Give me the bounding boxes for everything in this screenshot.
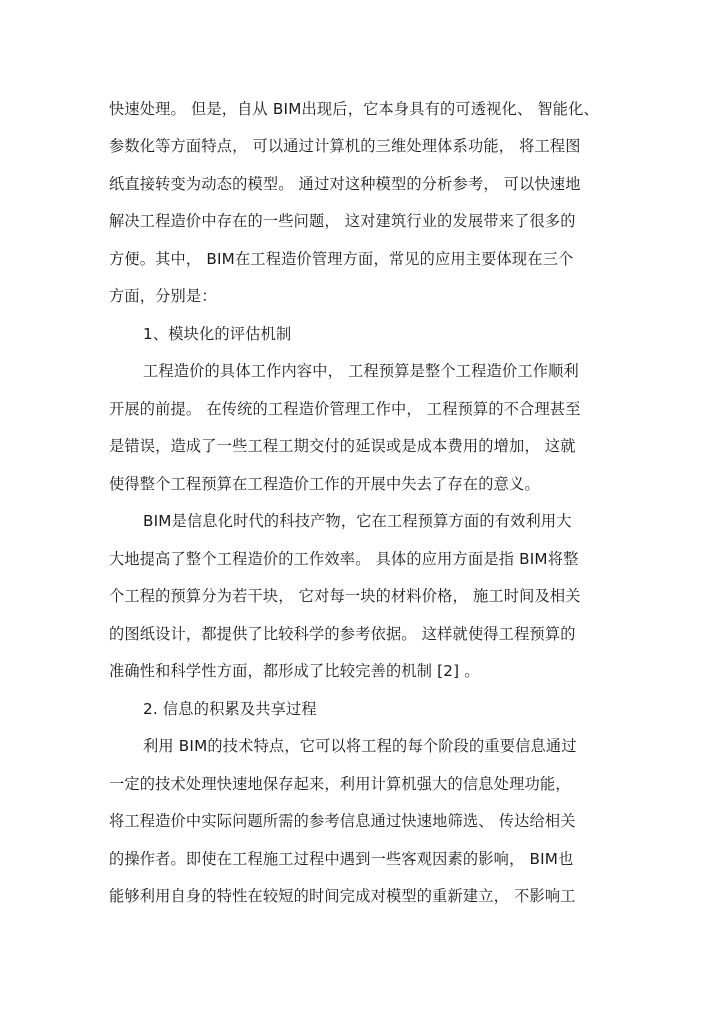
text-line: 一定的技术处理快速地保存起来，利用计算机强大的信息处理功能， bbox=[109, 775, 571, 793]
text-line: 将工程造价中实际问题所需的参考信息通过快速地筛选、 传达给相关 bbox=[109, 812, 576, 830]
text-line: 使得整个工程预算在工程造价工作的开展中失去了存在的意义。 bbox=[109, 475, 540, 493]
text-line: 解决工程造价中存在的一些问题， 这对建筑行业的发展带来了很多的 bbox=[109, 212, 576, 230]
text-line: 的操作者。即使在工程施工过程中遇到一些客观因素的影响， BIM也 bbox=[109, 850, 574, 868]
text-line: 大地提高了整个工程造价的工作效率。 具体的应用方面是指 BIM将整 bbox=[109, 550, 579, 568]
text-line: 方便。其中， BIM在工程造价管理方面，常见的应用主要体现在三个 bbox=[109, 250, 574, 268]
text-line: 纸直接转变为动态的模型。 通过对这种模型的分析参考， 可以快速地 bbox=[109, 175, 581, 193]
section-heading: 2. 信息的积累及共享过程 bbox=[143, 700, 317, 718]
text-line: 准确性和科学性方面，都形成了比较完善的机制 [2] 。 bbox=[109, 662, 480, 680]
section-heading: 1、模块化的评估机制 bbox=[143, 325, 292, 343]
text-line: 的图纸设计，都提供了比较科学的参考依据。 这样就使得工程预算的 bbox=[109, 625, 576, 643]
paragraph-first-line: 工程造价的具体工作内容中， 工程预算是整个工程造价工作顺利 bbox=[143, 362, 579, 380]
text-line: 个工程的预算分为若干块， 它对每一块的材料价格， 施工时间及相关 bbox=[109, 587, 581, 605]
text-line: 开展的前提。 在传统的工程造价管理工作中， 工程预算的不合理甚至 bbox=[109, 400, 581, 418]
text-line: 快速处理。 但是，自从 BIM出现后，它本身具有的可透视化、 智能化、 bbox=[109, 100, 599, 118]
text-line: 能够利用自身的特性在较短的时间完成对模型的重新建立， 不影响工 bbox=[109, 887, 576, 905]
text-line: 是错误，造成了一些工程工期交付的延误或是成本费用的增加， 这就 bbox=[109, 437, 576, 455]
text-line: 参数化等方面特点， 可以通过计算机的三维处理体系功能， 将工程图 bbox=[109, 137, 581, 155]
paragraph-first-line: BIM是信息化时代的科技产物，它在工程预算方面的有效利用大 bbox=[143, 512, 572, 530]
paragraph-first-line: 利用 BIM的技术特点，它可以将工程的每个阶段的重要信息通过 bbox=[143, 737, 577, 755]
text-line: 方面，分别是： bbox=[109, 287, 217, 305]
